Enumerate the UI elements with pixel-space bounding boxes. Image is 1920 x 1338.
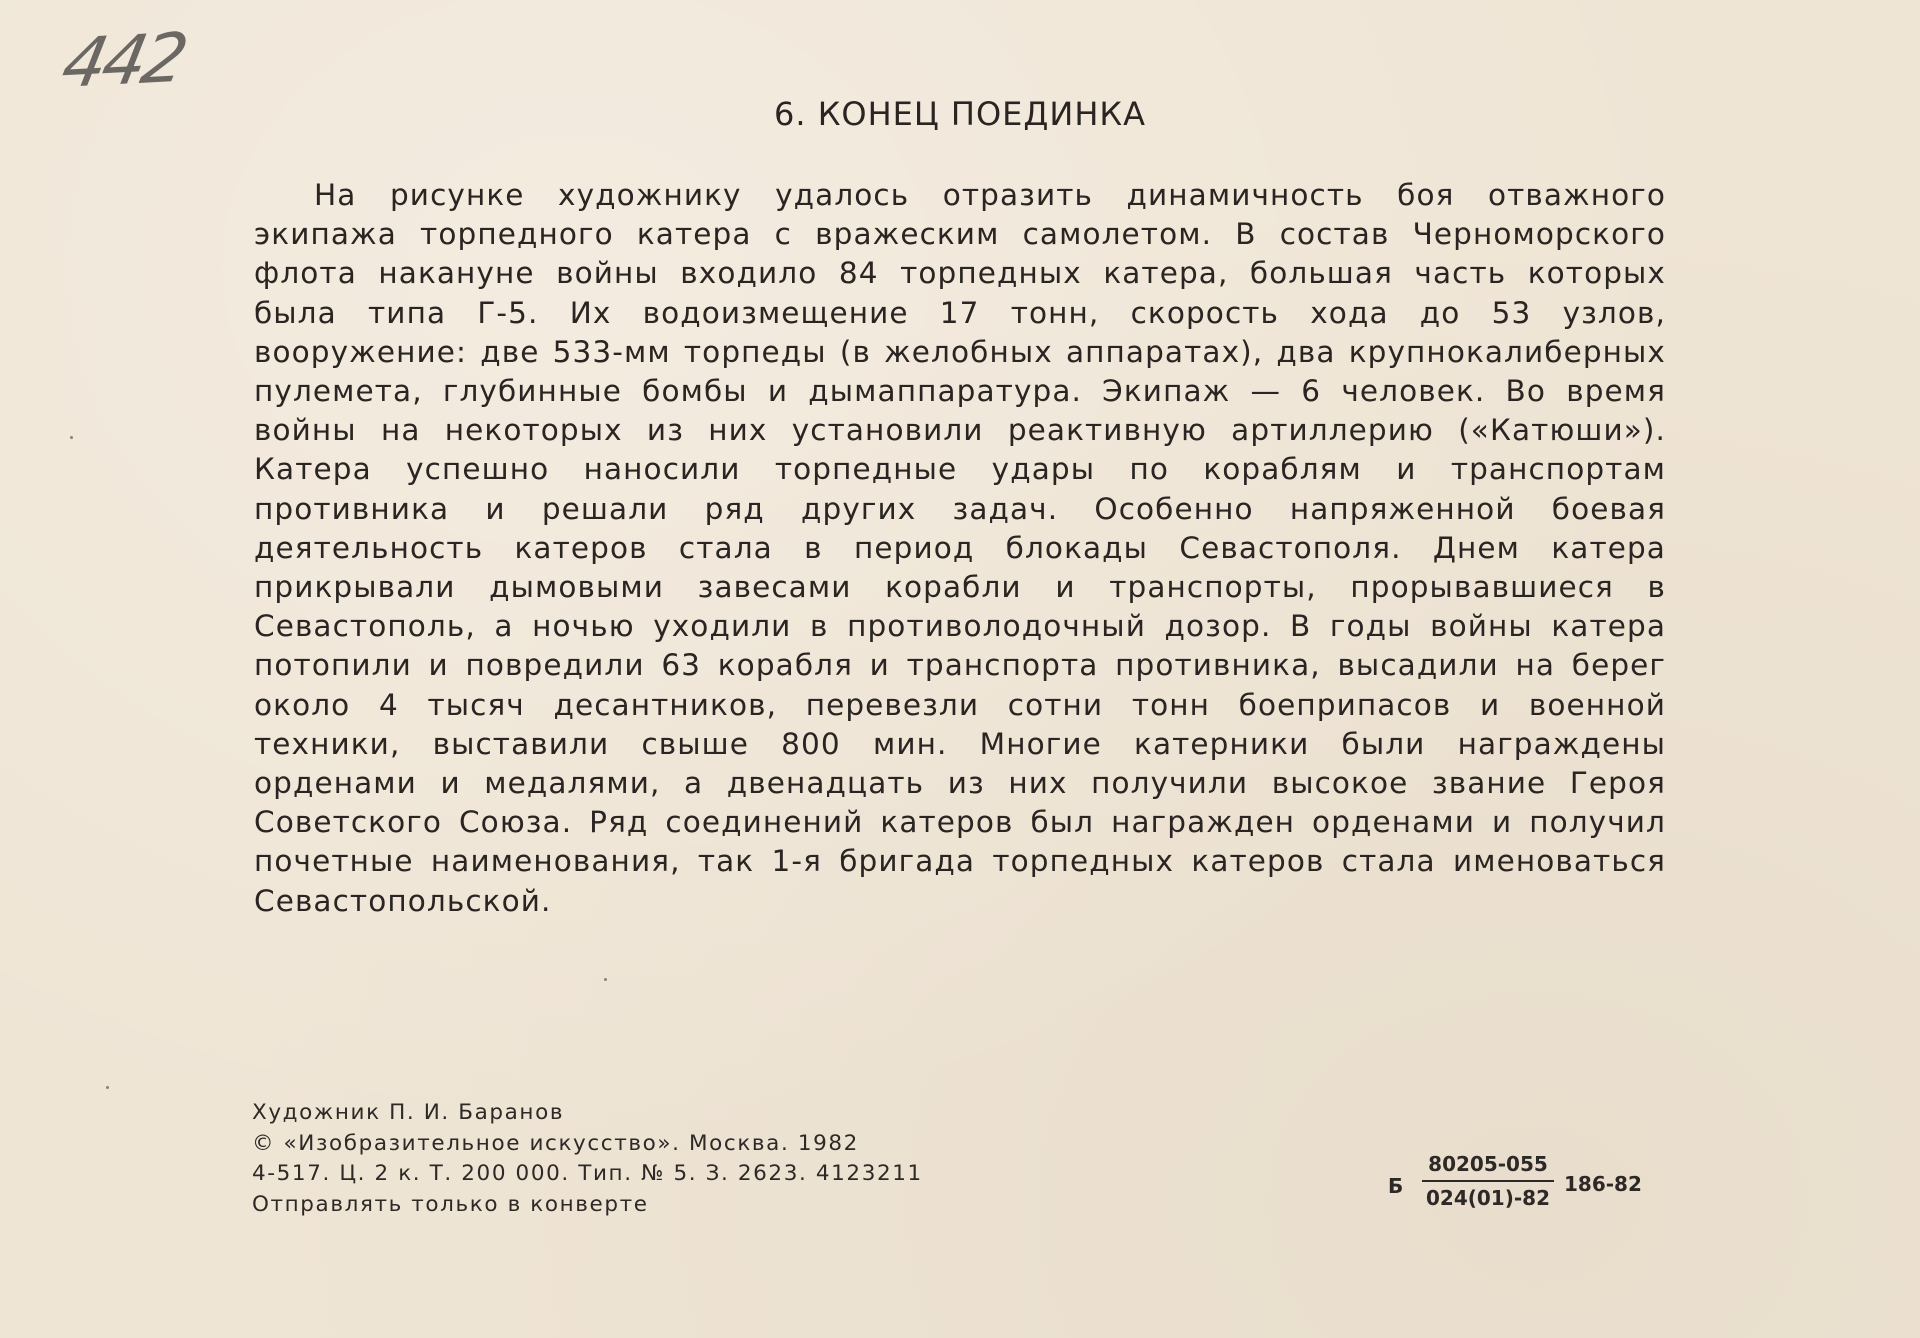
mailing-note: Отправлять только в конверте (252, 1191, 649, 1217)
paper-speck (70, 436, 73, 439)
copyright-line: © «Изобразительное искусство». Москва. 1982 (252, 1130, 859, 1156)
catalog-code-fraction (1422, 1152, 1554, 1210)
paper-speck (106, 1086, 109, 1089)
catalog-code-letter: Б (1388, 1174, 1404, 1198)
artist-credit: Художник П. И. Баранов (252, 1100, 565, 1125)
print-info: 4-517. Ц. 2 к. Т. 200 000. Тип. № 5. З. 2623. 4123211 (252, 1161, 923, 1186)
document-body: На рисунке художнику удалось отразить динамичность боя отважного экипажа торпедного катера с вражеским самолетом. В состав Черноморского флота накануне войны входило 84 торпедных катера, большая часть которых была типа Г-5. Их водоизмещение 17 тонн, скорость хода до 53 узлов, вооружение: две 533-мм торпеды (в желобных аппаратах), два крупнокалиберных пулемета, глубинные бомбы и дымаппаратура. Экипаж — 6 человек. Во время войны на некоторых из них установили реактивную артиллерию («Катюши»). Катера успешно наносили торпедные удары по кораблям и транспортам противника и решали ряд других задач. Особенно напряженной боевая деятельность катеров стала в период блокады Севастополя. Днем катера прикрывали дымовыми завесами корабли и транспорты, прорывавшиеся в Севастополь, а ночью уходили в противолодочный дозор. В годы войны катера потопили и повредили 63 корабля и транспорта противника, высадили на берег около 4 тысяч десантников, перевезли сотни тонн боеприпасов и военной техники, выставили свыше 800 мин. Многие катерники были награждены орденами и медалями, а двенадцать из них получили высокое звание Героя Советского Союза. Ряд соединений катеров был награжден орденами и получил почетные наименования, так 1-я бригада торпедных катеров стала именоваться Севастопольской. (254, 178, 1666, 918)
paper-speck (604, 978, 607, 981)
catalog-code-suffix: 186-82 (1564, 1172, 1642, 1196)
catalog-code-denominator: 024(01)-82 (1426, 1186, 1550, 1210)
catalog-code-numerator: 80205-055 (1422, 1152, 1554, 1182)
document-title: 6. КОНЕЦ ПОЕДИНКА (774, 95, 1146, 133)
handwritten-number: 442 (55, 18, 191, 105)
publication-credits (252, 1098, 923, 1220)
